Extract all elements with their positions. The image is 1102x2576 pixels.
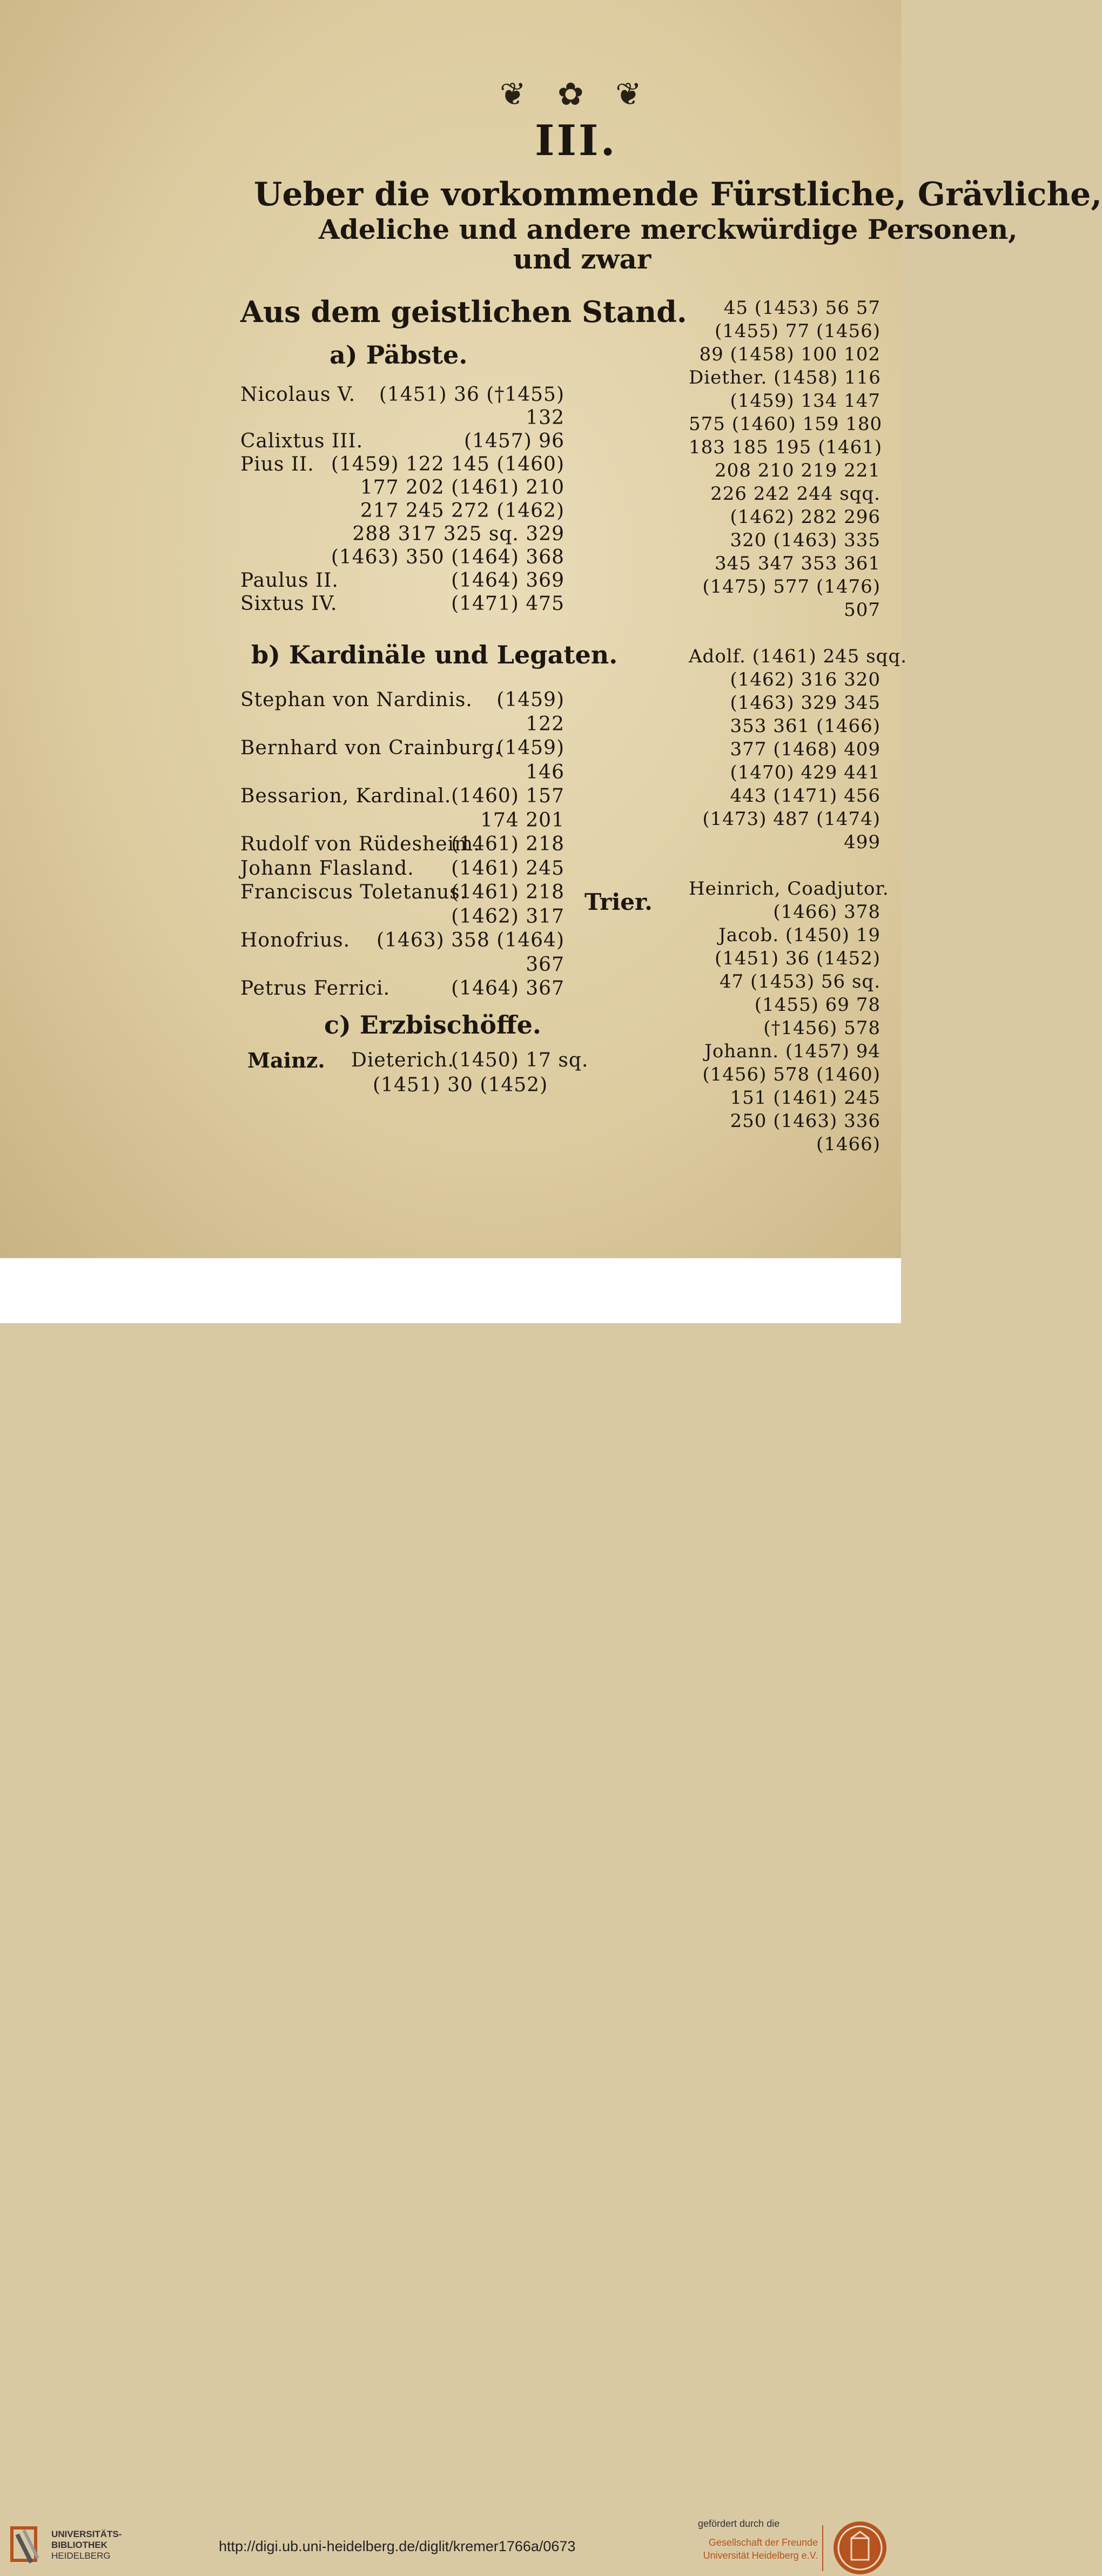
entry-numbers: 367 <box>526 953 565 976</box>
entry-numbers: (1461) 218 <box>451 881 565 903</box>
list-item <box>240 407 565 431</box>
entry-numbers: (1459) <box>496 737 565 759</box>
entry-name: Nicolaus V. <box>240 384 356 406</box>
list-item <box>240 593 565 616</box>
list-item <box>240 809 565 833</box>
entry-name: Pius II. <box>240 453 314 475</box>
mainz-num-1: (1450) 17 sq. <box>451 1049 589 1071</box>
entry-numbers: (1459) <box>496 689 565 711</box>
entry-numbers: 217 245 272 (1462) <box>360 500 565 522</box>
list-item <box>240 430 565 454</box>
entry-numbers: 288 317 325 sq. 329 <box>352 523 565 545</box>
list-item <box>240 929 565 953</box>
entry-numbers: (1462) 317 <box>451 905 565 928</box>
list-item: (1451) 36 (1452) <box>715 948 881 969</box>
library-line-1: UNIVERSITÄTS- <box>51 2529 122 2539</box>
list-item: (1473) 487 (1474) <box>702 808 881 830</box>
heading-line-3: und zwar <box>513 243 651 275</box>
list-item: 575 (1460) 159 180 <box>689 413 883 435</box>
entry-name: Rudolf von Rüdesheim. <box>240 833 480 855</box>
list-item <box>240 977 565 1001</box>
list-item: Heinrich, Coadjutor. <box>689 878 889 900</box>
list-item: (1459) 134 147 <box>730 390 881 412</box>
list-item: 208 210 219 221 <box>714 460 881 481</box>
entry-numbers: 174 201 <box>480 809 565 831</box>
list-item: Jacob. (1450) 19 <box>718 924 881 946</box>
society-name <box>682 2536 818 2562</box>
list-item: 183 185 195 (1461) <box>689 437 883 458</box>
list-item: 250 (1463) 336 <box>730 1110 881 1132</box>
list-item: Adolf. (1461) 245 sqq. <box>689 646 908 667</box>
entry-numbers: 177 202 (1461) 210 <box>360 477 565 499</box>
entry-name: Bessarion, Kardinal. <box>240 785 452 807</box>
trier-label: Trier. <box>584 889 653 915</box>
subsection-a-title: a) Päbste. <box>330 340 468 370</box>
list-item: (1475) 577 (1476) <box>702 576 881 598</box>
list-item <box>240 569 565 593</box>
society-line-1: Gesellschaft der Freunde <box>708 2537 818 2548</box>
library-logo-icon <box>10 2525 48 2568</box>
entry-name: Sixtus IV. <box>240 593 338 615</box>
list-item: 443 (1471) 456 <box>730 785 881 807</box>
list-item: 320 (1463) 335 <box>730 529 881 551</box>
library-line-3: HEIDELBERG <box>51 2551 111 2561</box>
list-item: 47 (1453) 56 sq. <box>719 971 881 992</box>
list-item <box>240 453 565 477</box>
chapter-numeral: III. <box>535 116 617 165</box>
list-item <box>240 384 565 407</box>
entry-name: Bernhard von Crainburg. <box>240 737 501 759</box>
section-title: Aus dem geistlichen Stand. <box>240 294 687 329</box>
list-item <box>240 737 565 761</box>
list-item: (1462) 316 320 <box>730 669 881 690</box>
entry-numbers: (1463) 358 (1464) <box>376 929 565 951</box>
society-line-2: Universität Heidelberg e.V. <box>703 2550 818 2561</box>
entry-numbers: (1461) 218 <box>451 833 565 855</box>
mainz-name: Dieterich. <box>351 1049 454 1071</box>
ornament: ❦ ✿ ❦ <box>500 76 653 112</box>
entry-numbers: (1464) 367 <box>451 977 565 999</box>
permalink-url[interactable]: http://digi.ub.uni-heidelberg.de/diglit/kremer1766a/0673 <box>219 2538 576 2554</box>
entry-numbers: (1457) 96 <box>464 430 565 452</box>
list-item: 151 (1461) 245 <box>730 1087 881 1109</box>
list-item: (1456) 578 (1460) <box>702 1064 881 1085</box>
list-item: 507 <box>844 599 881 621</box>
entry-numbers: (1459) 122 145 (1460) <box>331 453 565 475</box>
list-item: (†1456) 578 <box>763 1017 881 1039</box>
mainz-num-2: (1451) 30 (1452) <box>373 1074 548 1096</box>
supported-by-text: gefördert durch die <box>698 2518 780 2529</box>
footer-bar <box>0 1258 901 2561</box>
list-item: 377 (1468) 409 <box>730 739 881 760</box>
entry-name: Franciscus Toletanus. <box>240 881 467 903</box>
list-item <box>240 713 565 737</box>
entry-numbers: 132 <box>526 407 565 429</box>
entry-name: Honofrius. <box>240 929 351 951</box>
entry-name: Stephan von Nardinis. <box>240 689 473 711</box>
list-item: Diether. (1458) 116 <box>689 367 881 388</box>
entry-numbers: (1464) 369 <box>451 569 565 592</box>
subsection-b-title: b) Kardinäle und Legaten. <box>251 640 618 669</box>
list-item <box>240 857 565 881</box>
list-item: (1455) 77 (1456) <box>715 320 881 342</box>
entry-numbers: 122 <box>526 713 565 735</box>
scanned-page <box>0 0 1102 1258</box>
library-line-2: BIBLIOTHEK <box>51 2540 107 2550</box>
list-item <box>240 905 565 929</box>
list-item <box>240 689 565 713</box>
list-item: Johann. (1457) 94 <box>704 1041 881 1062</box>
entry-numbers: 146 <box>526 761 565 783</box>
list-item <box>240 761 565 785</box>
list-item: 345 347 353 361 <box>714 553 881 574</box>
list-item: (1463) 329 345 <box>730 692 881 714</box>
heading-line-1: Ueber die vorkommende Fürstliche, Grävliche, <box>254 176 1102 213</box>
list-item <box>240 785 565 809</box>
list-item: 353 361 (1466) <box>730 715 881 737</box>
list-item <box>240 881 565 905</box>
entry-numbers: (1460) 157 <box>451 785 565 807</box>
entry-numbers: (1461) 245 <box>451 857 565 880</box>
list-item: (1470) 429 441 <box>730 762 881 783</box>
entry-name: Johann Flasland. <box>240 857 414 880</box>
entry-name: Paulus II. <box>240 569 339 592</box>
footer-divider <box>822 2525 823 2571</box>
list-item: (1462) 282 296 <box>730 506 881 528</box>
list-item: 89 (1458) 100 102 <box>699 344 881 365</box>
entry-numbers: (1471) 475 <box>451 593 565 615</box>
list-item <box>240 546 565 570</box>
library-name <box>51 2529 122 2561</box>
entry-name: Calixtus III. <box>240 430 364 452</box>
entry-name: Petrus Ferrici. <box>240 977 391 999</box>
list-item: 499 <box>844 831 881 853</box>
mainz-label: Mainz. <box>247 1048 325 1072</box>
list-item: 45 (1453) 56 57 <box>723 297 881 319</box>
list-item <box>240 833 565 857</box>
heading-line-2: Adeliche und andere merckwürdige Personen, <box>319 213 1018 245</box>
list-item: (1466) <box>816 1133 881 1155</box>
list-item <box>240 500 565 524</box>
entry-numbers: (1463) 350 (1464) 368 <box>331 546 565 568</box>
entry-numbers: (1451) 36 (†1455) <box>379 384 565 406</box>
list-item <box>240 523 565 547</box>
list-item: 226 242 244 sqq. <box>710 483 881 505</box>
subsection-c-title: c) Erzbischöffe. <box>324 1010 541 1039</box>
list-item <box>240 477 565 500</box>
list-item <box>240 954 565 977</box>
university-seal-icon <box>832 2520 888 2576</box>
list-item: (1466) 378 <box>773 901 881 923</box>
list-item: (1455) 69 78 <box>754 994 881 1016</box>
